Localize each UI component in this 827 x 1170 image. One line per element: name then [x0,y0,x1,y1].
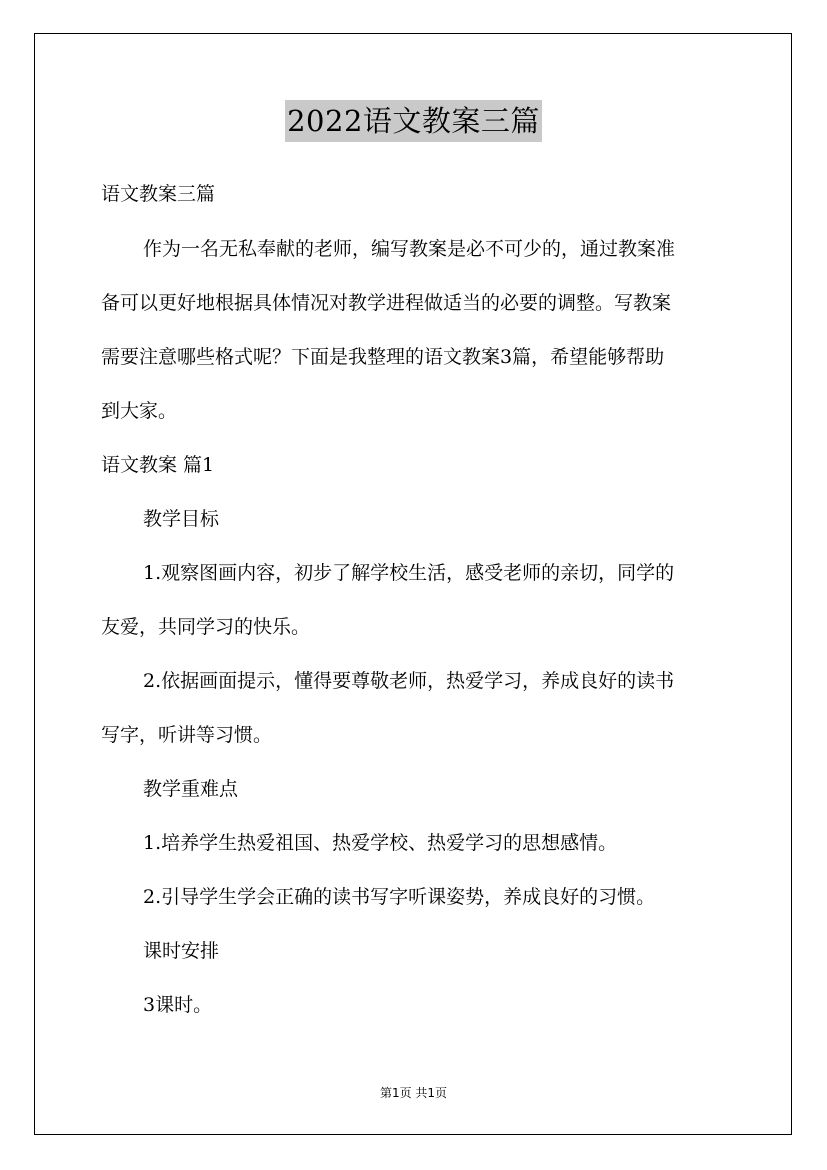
subheading: 课时安排 [143,940,220,962]
paragraph-line: 1.观察图画内容，初步了解学校生活，感受老师的亲切，同学的 [143,562,675,584]
document-title: 2022语文教案三篇 [285,100,542,142]
paragraph-line: 写字，听讲等习惯。 [101,724,273,746]
paragraph-line: 1.培养学生热爱祖国、热爱学校、热爱学习的思想感情。 [143,832,618,854]
paragraph-line: 需要注意哪些格式呢？下面是我整理的语文教案3篇，希望能够帮助 [101,346,665,368]
paragraph-line: 备可以更好地根据具体情况对教学进程做适当的必要的调整。写教案 [101,292,672,314]
paragraph-line: 友爱，共同学习的快乐。 [101,616,311,638]
page-footer: 第1页 共1页 [379,1086,448,1100]
subheading: 教学重难点 [143,778,239,800]
subtitle: 语文教案三篇 [101,183,216,205]
document-title-block [0,100,827,142]
paragraph-line: 2.引导学生学会正确的读书写字听课姿势，养成良好的习惯。 [143,886,656,908]
paragraph-line: 2.依据画面提示，懂得要尊敬老师，热爱学习，养成良好的读书 [143,670,675,692]
paragraph-line: 到大家。 [101,400,178,422]
paragraph-line: 作为一名无私奉献的老师，编写教案是必不可少的，通过教案准 [143,238,676,260]
subheading: 教学目标 [143,508,220,530]
paragraph-line: 3课时。 [143,994,213,1016]
section-heading: 语文教案 篇1 [101,454,215,476]
